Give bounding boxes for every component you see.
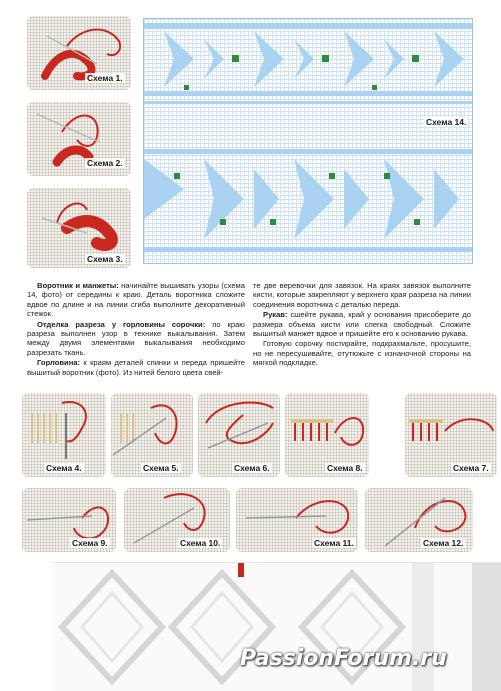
paragraph-ties	[253, 281, 471, 309]
scheme-7-photo	[405, 393, 497, 477]
scheme-6-caption: Схема 6.	[234, 463, 270, 473]
body-slit: по краю разреза выполнен узор в технике выкалывания. Затем между двумя элементами выкалывания необходимо разрезать ткань.	[27, 319, 245, 357]
heading-slit: Отделка разреза у горловины сорочки:	[37, 319, 206, 329]
scheme-5-caption: Схема 5.	[143, 463, 179, 473]
body-sleeve: сшейте рукава, край у основания присоберите до размера объема кисти или слегка свободный. Сложите вышитый манжет вдвое и пришейте его к основанию рукава.	[253, 310, 471, 339]
text-column-left	[27, 281, 245, 393]
scheme-3-caption: Схема 3.	[87, 254, 123, 264]
paragraph-slit	[27, 320, 245, 358]
heading-neckline: Горловина:	[37, 358, 81, 368]
scheme-12-caption: Схема 12.	[423, 538, 464, 548]
scheme-5-photo	[111, 393, 193, 477]
scheme-1-caption: Схема 1.	[87, 73, 123, 83]
lace-pattern	[52, 563, 501, 691]
body-collar: начинайте вышивать узоры (схема 14, фото) от середины к краю. Деталь воротника сложите вдвое по длине и на линии сгиба выполните декоративный стежок.	[27, 281, 246, 319]
paragraph-collar	[27, 281, 245, 319]
body-neckline: к краям деталей спинки и переда пришейте вышитый воротник (фото). Из нитей белого цвета свей-	[27, 358, 245, 377]
scheme-7-caption: Схема 7.	[453, 463, 489, 473]
scheme-2-photo	[27, 102, 131, 176]
scheme-4-photo	[22, 393, 106, 477]
text-column-right	[253, 281, 471, 393]
embroidered-lace-photo	[52, 562, 501, 691]
heading-sleeve: Рукав:	[263, 310, 288, 320]
scheme-14-pattern-chart	[143, 18, 473, 264]
scheme-4-caption: Схема 4.	[46, 463, 82, 473]
body-finish: Готовую сорочку постирайте, подкрахмальте, просушите, но не пересушивайте, отутюжьте с изнаночной стороны на мягкой подкладке.	[253, 339, 471, 368]
scheme-11-photo	[236, 488, 358, 552]
scheme-10-caption: Схема 10.	[180, 538, 221, 548]
scheme-1-photo	[27, 16, 131, 90]
scheme-14-caption: Схема 14.	[426, 117, 467, 127]
scheme-12-photo	[365, 488, 473, 552]
scheme-11-caption: Схема 11.	[314, 538, 354, 548]
scheme-6-photo	[198, 393, 280, 477]
scheme-3-photo	[27, 188, 131, 268]
scheme-8-photo	[285, 393, 369, 477]
heading-collar: Воротник и манжеты:	[37, 281, 119, 290]
body-ties: те две веревочки для завязок. На краях завязок выполните кисти, которые закрепляют у верхнего края разреза на линии соединения воротника с деталью переда.	[253, 281, 471, 309]
scheme-10-photo	[124, 488, 230, 552]
cross-stitch-pattern	[144, 19, 472, 263]
scheme-9-caption: Схема 9.	[72, 538, 108, 548]
watermark-text: PassionForum.ru	[240, 646, 447, 671]
scheme-9-photo	[22, 488, 116, 552]
paragraph-finish	[253, 339, 471, 367]
scheme-8-caption: Схема 8.	[327, 463, 363, 473]
paragraph-sleeve	[253, 310, 471, 338]
paragraph-neckline	[27, 358, 245, 377]
scheme-2-caption: Схема 2.	[87, 158, 123, 168]
